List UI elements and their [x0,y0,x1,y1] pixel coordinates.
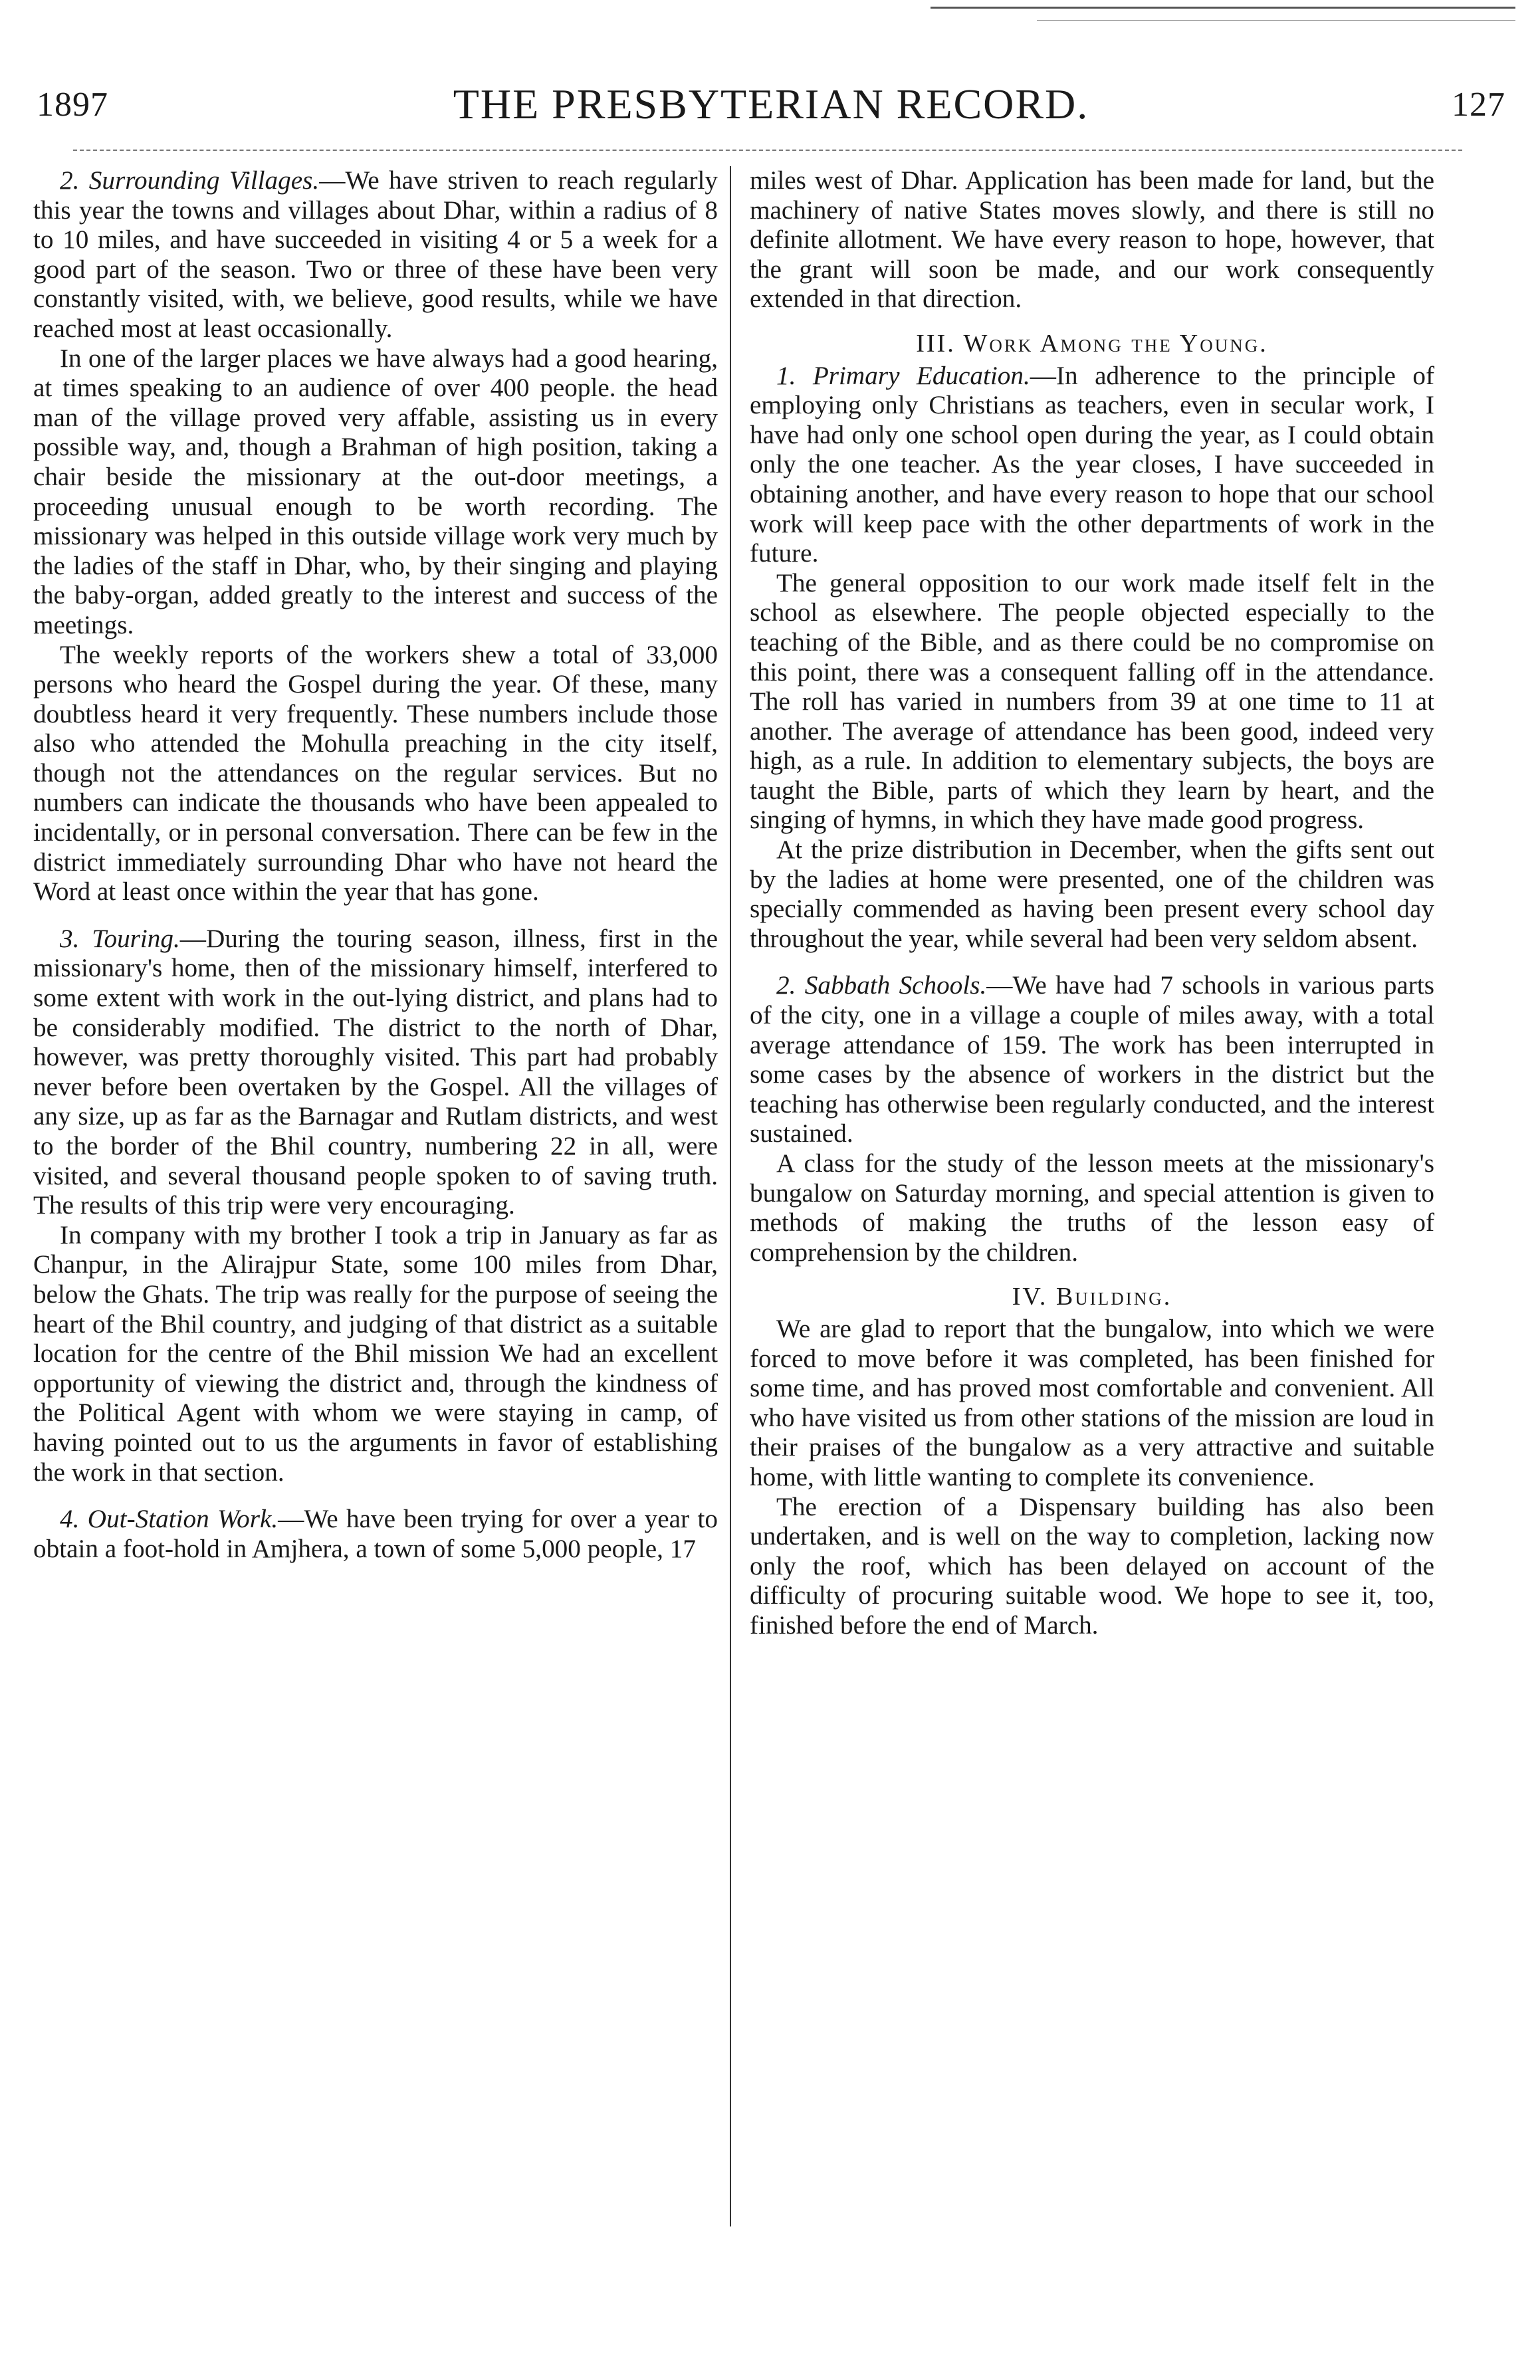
left-paragraph [33,344,718,641]
left-paragraph [33,924,718,1221]
right-subheading: 2. Sabbath Schools. [776,971,987,1000]
left-column [33,166,718,1564]
left-paragraph-text: The weekly reports of the workers shew a total of 33,000 persons who heard the Gospel during the year. Of these, many doubtless heard it very frequently. These numbers include those also who attended the Mohulla preaching in the city itself, though not the attendances on the regular services. But no numbers can indicate the thousands who have been appealed to incidentally, or in personal conversation. There can be few in the district immediately surrounding Dhar who have not heard the Word at least once within the year that has gone. [33,640,718,907]
left-paragraph-text: In one of the larger places we have always had a good hearing, at times speaking to an audience of over 400 people. the head man of the village proved very affable, assisting us in every possible way, and, though a Brahman of high position, taking a chair beside the missionary at the out-door meetings, a proceeding unusual enough to be worth recording. The missionary was helped in this outside village work very much by the ladies of the staff in Dhar, who, by their singing and playing the baby-organ, added greatly to the interest and success of the meetings. [33,344,718,639]
right-paragraph-text: The general opposition to our work made itself felt in the school as elsewhere. The people objected especially to the teaching of the Bible, and as there could be no compromise on this point, there was a consequent falling off in the attendance. The roll has varied in numbers from 39 at one time to 11 at another. The average of attendance has been good, indeed very high, as a rule. In addition to elementary subjects, the boys are taught the Bible, parts of which they learn by heart, and the singing of hymns, in which they have made good progress. [750,568,1434,835]
left-paragraph [33,1505,718,1564]
right-paragraph [750,1315,1434,1493]
right-paragraph [750,1493,1434,1641]
right-paragraph [750,362,1434,569]
left-paragraph-text: In company with my brother I took a trip in January as far as Chanpur, in the Alirajpur State, some 100 miles from Dhar, below the Ghats. The trip was really for the purpose of seeing the heart of the Bhil country, and judging of that district as a suitable location for the centre of the Bhil mission We had an excellent opportunity of viewing the district and, through the kindness of the Political Agent with whom we were staying in camp, of having pointed out to us the arguments in favor of establishing the work in that section. [33,1220,718,1487]
right-paragraph-text: —We have had 7 schools in various parts of the city, one in a village a couple of miles away, with a total average attendance of 159. The work has been interrupted in some cases by the absence of workers in the district but the teaching has otherwise been regularly conducted, and the interest sustained. [750,971,1434,1148]
right-section-heading: III. Work Among the Young. [916,329,1268,358]
right-section-heading: IV. Building. [1012,1283,1172,1311]
right-column [750,166,1434,1641]
right-paragraph-text: miles west of Dhar. Application has been made for land, but the machinery of native States moves slowly, and there is still no definite allotment. We have every reason to hope, however, that the grant will soon be made, and our work consequently extended in that direction. [750,166,1434,314]
right-paragraph [750,1149,1434,1267]
page-number: 127 [1452,86,1505,124]
left-paragraph [33,641,718,907]
left-paragraph [33,1221,718,1487]
right-paragraph [750,569,1434,835]
right-paragraph-text: At the prize distribution in December, when the gifts sent out by the ladies at home were presented, one of the children was specially commended as having been present every school day throughout the year, while several had been very seldom absent. [750,835,1434,953]
page-header [37,80,1505,140]
header-rule [73,150,1462,151]
right-paragraph-text: —In adherence to the principle of employing only Christians as teachers, even in secular work, I have had only one school open during the year, as I could obtain only the one teacher. As the year closes, I have succeeded in obtaining another, and have every reason to hope that our school work will keep pace with the other departments of work in the future. [750,361,1434,568]
right-paragraph [750,835,1434,954]
right-paragraph-text: The erection of a Dispensary building has also been undertaken, and is well on the way to completion, lacking now only the roof, which has been delayed on account of the difficulty of procuring suitable wood. We hope to see it, too, finished before the end of March. [750,1492,1434,1640]
top-rule [931,7,1515,9]
left-subheading: 2. Surrounding Villages. [60,166,320,195]
column-divider [730,166,731,2226]
right-subheading: 1. Primary Education. [776,361,1030,390]
left-paragraph-text: —We have been trying for over a year to obtain a foot-hold in Amjhera, a town of some 5,000 people, 17 [33,1505,718,1563]
right-paragraph-text: We are glad to report that the bungalow, into which we were forced to move before it was completed, has been finished for some time, and has proved most comfortable and convenient. All who have visited us from other stations of the mission are loud in their praises of the bungalow as a very attractive and suitable home, with little wanting to complete its convenience. [750,1314,1434,1491]
right-paragraph [750,166,1434,314]
right-paragraph [750,971,1434,1149]
left-paragraph [33,166,718,344]
left-paragraph-text: —We have striven to reach regularly this year the towns and villages about Dhar, within a radius of 8 to 10 miles, and have succeeded in visiting 4 or 5 a week for a good part of the season. Two or three of these have been very constantly visited, with, we believe, good results, while we have reached most at least occasionally. [33,166,718,343]
top-rule-thin [1037,20,1515,21]
publication-title: THE PRESBYTERIAN RECORD. [453,80,1089,128]
left-subheading: 3. Touring. [60,924,180,953]
header-year: 1897 [37,86,108,124]
left-paragraph-text: —During the touring season, illness, first in the missionary's home, then of the missionary himself, interfered to some extent with work in the out-lying district, and plans had to be considerably modified. The district to the north of Dhar, however, was pretty thoroughly visited. This part had probably never before been overtaken by the Gospel. All the villages of any size, up as far as the Barnagar and Rutlam districts, and west to the border of the Bhil country, numbering 22 in all, were visited, and several thousand people spoken to of saving truth. The results of this trip were very encouraging. [33,924,718,1220]
left-subheading: 4. Out-Station Work. [60,1505,278,1534]
right-paragraph-text: A class for the study of the lesson meets at the missionary's bungalow on Saturday morning, and special attention is given to methods of making the truths of the lesson easy of comprehension by the children. [750,1149,1434,1267]
